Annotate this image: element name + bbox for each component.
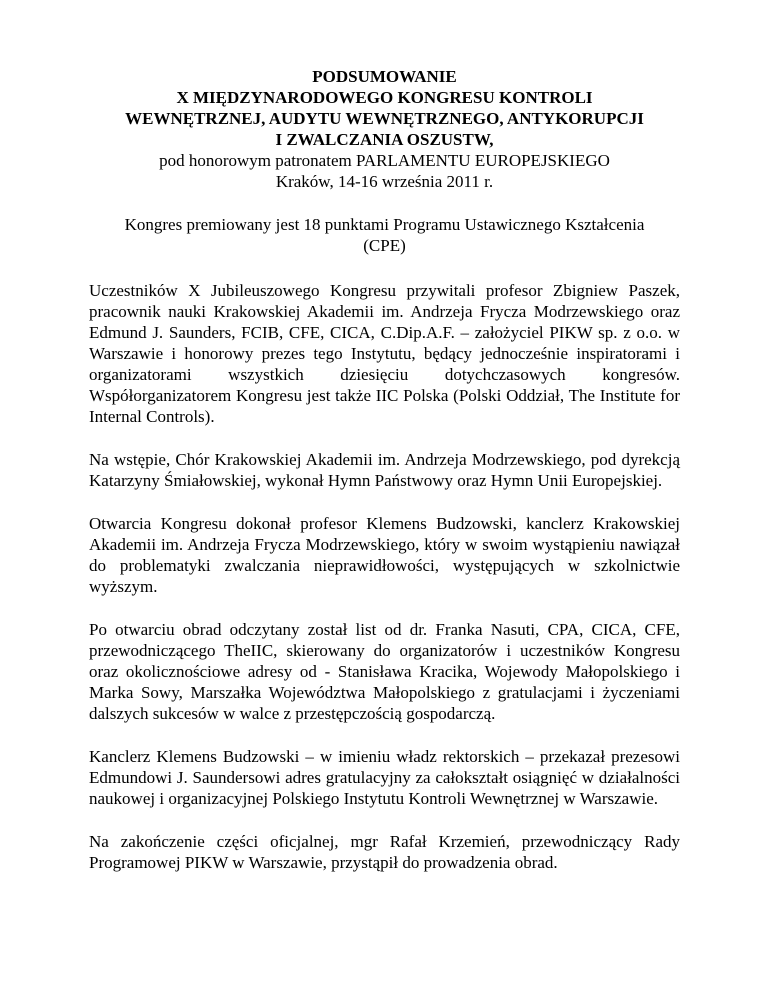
header-place-date: Kraków, 14-16 września 2011 r.	[275, 172, 494, 191]
paragraph-congratulations: Kanclerz Klemens Budzowski – w imieniu władz rektorskich – przekazał prezesowi Edmundowi J. Saundersowi adres gratulacyjny za całokształt osiągnięć w działalności naukowej i organizacyjnej Polskiego Instytutu Kontroli Wewnętrznej w Warszawie.	[89, 747, 680, 808]
header-patronage: pod honorowym patronatem PARLAMENTU EUROPEJSKIEGO	[159, 151, 610, 170]
header-title: PODSUMOWANIE	[312, 67, 457, 86]
cpe-note-line-1: Kongres premiowany jest 18 punktami Programu Ustawicznego Kształcenia	[124, 215, 645, 234]
paragraph-anthem: Na wstępie, Chór Krakowskiej Akademii im. Andrzeja Modrzewskiego, pod dyrekcją Katarzyny Śmiałowskiej, wykonał Hymn Państwowy oraz Hymn Unii Europejskiej.	[89, 450, 680, 490]
paragraph-opening: Otwarcia Kongresu dokonał profesor Klemens Budzowski, kanclerz Krakowskiej Akademii im. Andrzeja Frycza Modrzewskiego, który w swoim wystąpieniu nawiązał do problematyki zwalczania nieprawidłowości, występujących w szkolnictwie wyższym.	[89, 514, 680, 596]
header-title-line-4: I ZWALCZANIA OSZUSTW,	[275, 130, 494, 149]
document-header	[89, 66, 680, 192]
paragraph-closing: Na zakończenie części oficjalnej, mgr Rafał Krzemień, przewodniczący Rady Programowej PIKW w Warszawie, przystąpił do prowadzenia obrad.	[89, 832, 680, 872]
cpe-note-line-2: (CPE)	[363, 236, 406, 255]
paragraph-letter: Po otwarciu obrad odczytany został list od dr. Franka Nasuti, CPA, CICA, CFE, przewodniczącego TheIIC, skierowany do organizatorów i uczestników Kongresu oraz okolicznościowe adresy od - Stanisława Kracika, Wojewody Małopolskiego i Marka Sowy, Marszałka Województwa Małopolskiego z gratulacjami i życzeniami dalszych sukcesów w walce z przestępczością gospodarczą.	[89, 620, 680, 723]
paragraph-welcome: Uczestników X Jubileuszowego Kongresu przywitali profesor Zbigniew Paszek, pracownik nauki Krakowskiej Akademii im. Andrzeja Frycza Modrzewskiego oraz Edmund J. Saunders, FCIB, CFE, CICA, C.Dip.A.F. – założyciel PIKW sp. z o.o. w Warszawie i honorowy prezes tego Instytutu, będący jednocześnie inspiratorami i organizatorami wszystkich dziesięciu dotychczasowych kongresów. Współorganizatorem Kongresu jest także IIC Polska (Polski Oddział, The Institute for Internal Controls).	[89, 281, 680, 426]
cpe-note	[89, 214, 680, 256]
header-title-line-3: WEWNĘTRZNEJ, AUDYTU WEWNĘTRZNEGO, ANTYKORUPCJI	[125, 109, 644, 128]
header-title-line-2: X MIĘDZYNARODOWEGO KONGRESU KONTROLI	[176, 88, 593, 107]
